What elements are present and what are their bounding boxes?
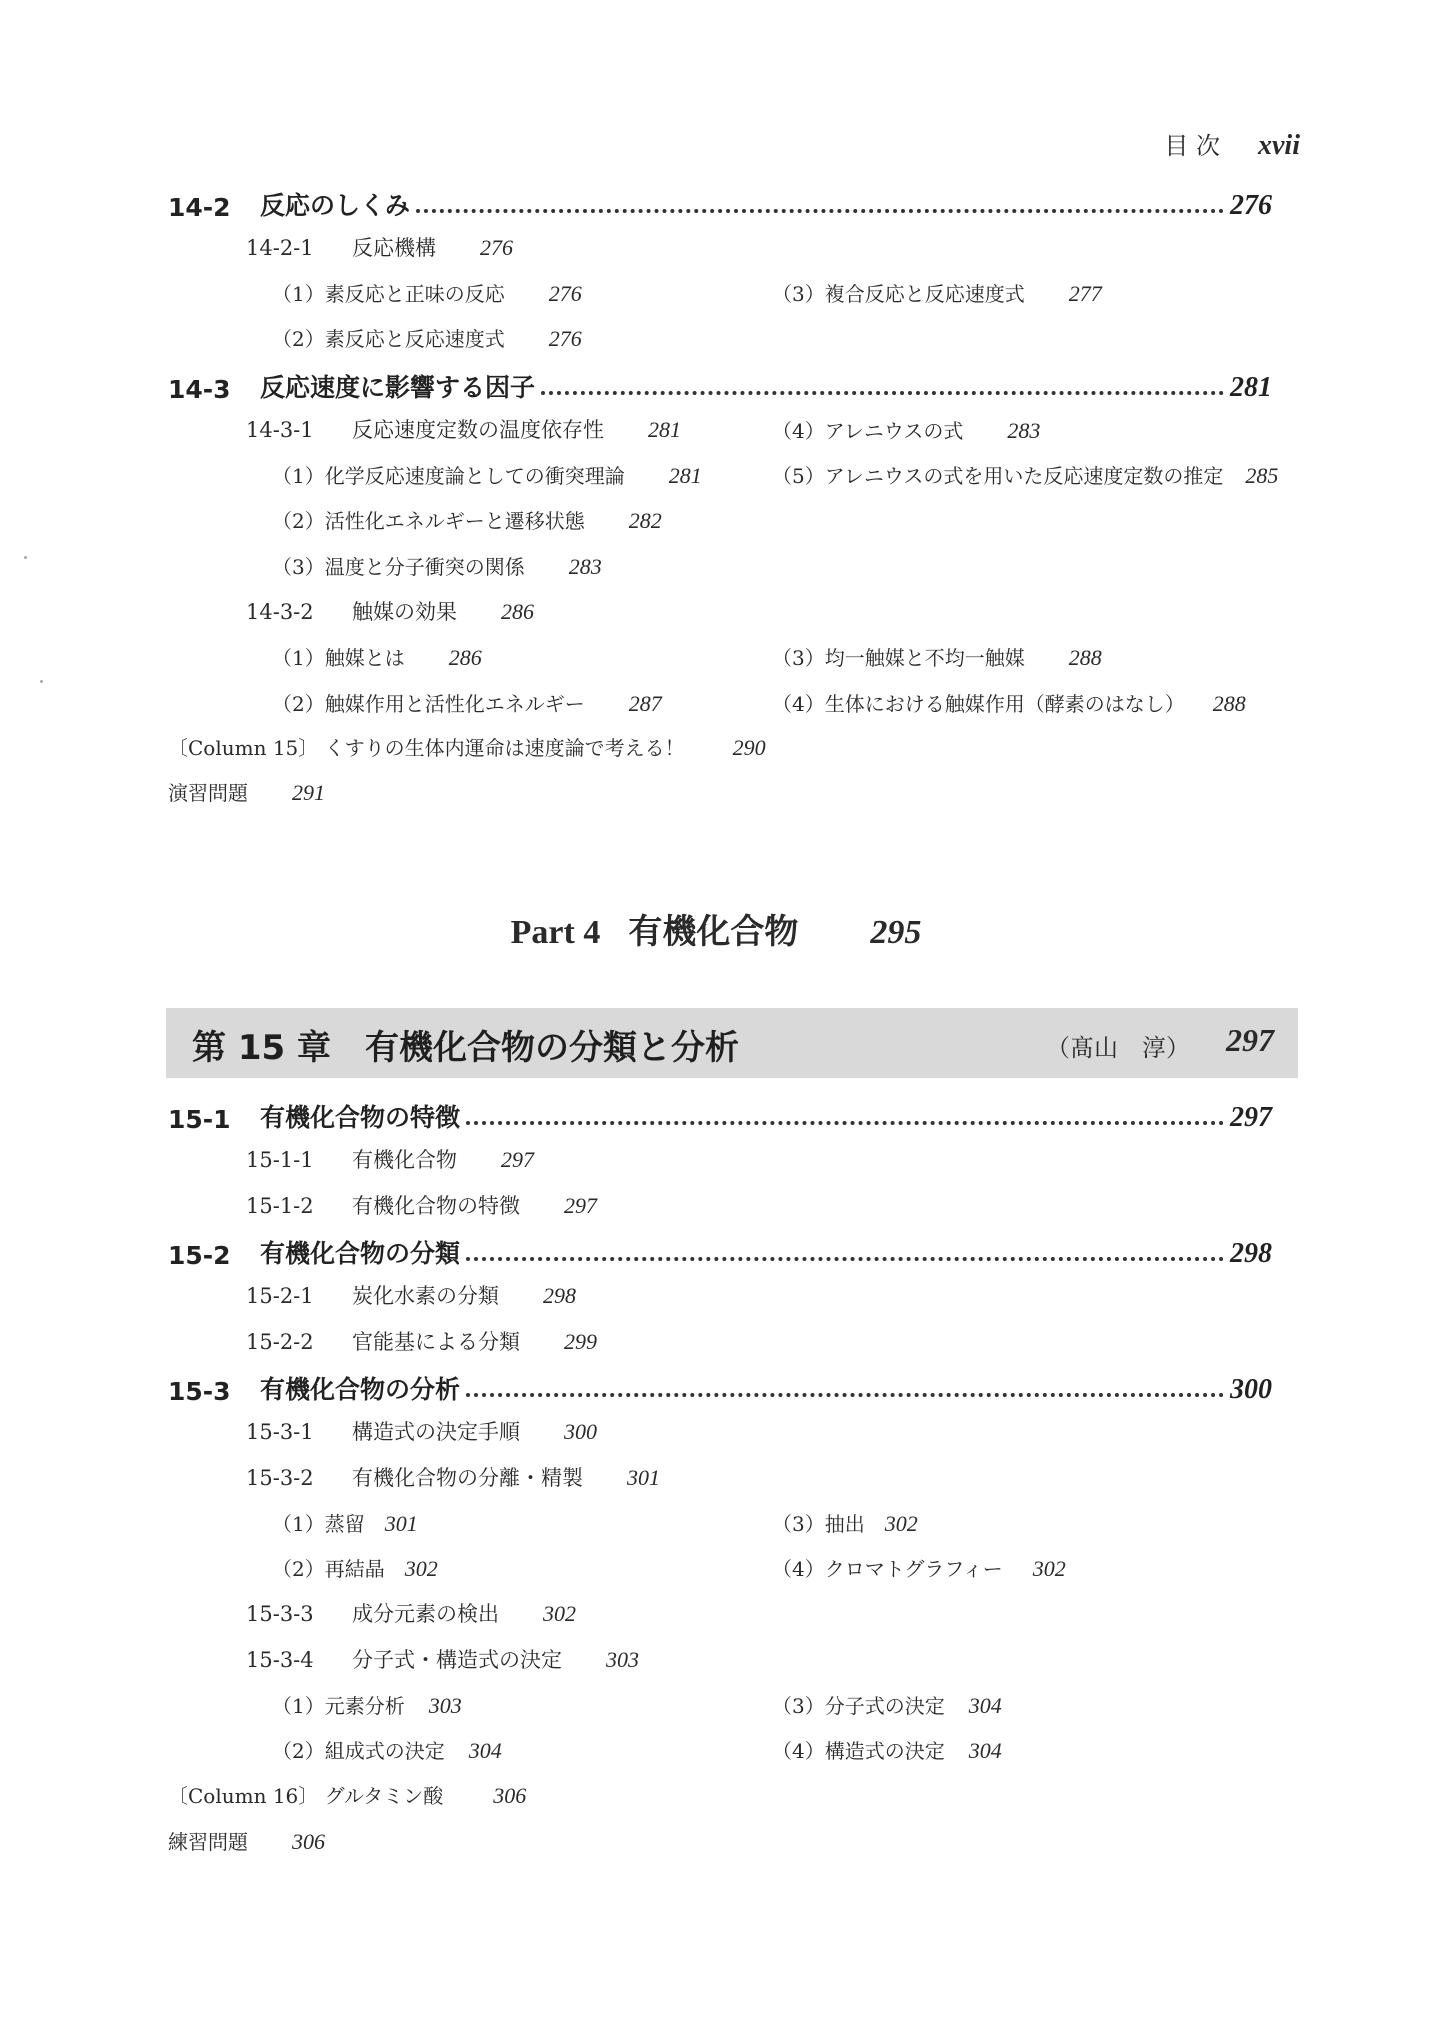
subsection-code: 14-3-2 <box>246 600 314 624</box>
toc-subsection-15-3-2[interactable] <box>246 1462 660 1492</box>
item-page: 283 <box>1007 418 1041 443</box>
item-page: 301 <box>384 1511 418 1536</box>
item-page: 302 <box>1032 1556 1066 1581</box>
item-page: 303 <box>428 1693 462 1718</box>
item-page: 277 <box>1068 281 1102 306</box>
item-page: 276 <box>548 281 582 306</box>
section-title: 反応のしくみ <box>260 191 411 220</box>
subsection-page: 302 <box>543 1601 576 1626</box>
subsection-title: 有機化合物の特徴 <box>352 1194 520 1218</box>
item-label: （2）素反応と反応速度式 <box>272 327 505 351</box>
leader-dots <box>466 1257 1224 1261</box>
subsection-page: 299 <box>564 1329 597 1354</box>
subsection-code: 15-1-2 <box>246 1194 314 1218</box>
toc-subsection-14-3-2[interactable] <box>246 596 534 626</box>
item-label: （3）温度と分子衝突の関係 <box>272 555 525 579</box>
subsection-code: 15-3-2 <box>246 1466 314 1490</box>
toc-section-15-3[interactable] <box>168 1366 1272 1406</box>
toc-section-15-1[interactable] <box>168 1094 1272 1134</box>
column-label: 〔Column 16〕 グルタミン酸 <box>168 1784 444 1808</box>
toc-item[interactable] <box>272 505 662 534</box>
leader-dots <box>466 1393 1224 1397</box>
leader-dots <box>416 209 1224 213</box>
subsection-title: 成分元素の検出 <box>352 1602 499 1626</box>
section-number: 15-1 <box>168 1105 231 1134</box>
section-page: 281 <box>1230 372 1272 403</box>
toc-subsection-15-2-2[interactable] <box>246 1326 597 1356</box>
item-page: 286 <box>448 645 482 670</box>
item-label: （2）組成式の決定 <box>272 1739 445 1763</box>
section-number: 14-2 <box>168 193 231 222</box>
subsection-page: 281 <box>648 417 681 442</box>
toc-subsection-15-1-1[interactable] <box>246 1144 534 1174</box>
toc-item[interactable] <box>772 415 1040 444</box>
toc-item[interactable] <box>272 1735 502 1764</box>
toc-item[interactable] <box>772 1735 1002 1764</box>
item-label: （4）アレニウスの式 <box>772 419 964 443</box>
toc-subsection-14-2-1[interactable] <box>246 232 513 262</box>
subsection-title: 炭化水素の分類 <box>352 1284 499 1308</box>
item-page: 304 <box>968 1693 1002 1718</box>
subsection-code: 15-3-4 <box>246 1648 314 1672</box>
subsection-page: 298 <box>543 1283 576 1308</box>
item-page: 304 <box>968 1738 1002 1763</box>
toc-section-15-2[interactable] <box>168 1230 1272 1270</box>
subsection-page: 303 <box>606 1647 639 1672</box>
item-label: （3）抽出 <box>772 1512 865 1536</box>
toc-item[interactable] <box>772 642 1102 671</box>
item-page: 287 <box>628 691 662 716</box>
part-title: 有機化合物 <box>628 912 799 952</box>
item-page: 288 <box>1068 645 1102 670</box>
subsection-code: 14-3-1 <box>246 418 314 442</box>
toc-item[interactable] <box>272 460 702 489</box>
section-page: 298 <box>1230 1238 1272 1269</box>
toc-subsection-15-1-2[interactable] <box>246 1190 597 1220</box>
item-page: 302 <box>404 1556 438 1581</box>
toc-section-14-2[interactable] <box>168 182 1272 222</box>
part-heading[interactable] <box>0 904 1432 953</box>
exercises-label: 演習問題 <box>168 781 248 805</box>
section-title: 有機化合物の分類 <box>260 1239 461 1268</box>
leader-dots <box>466 1121 1224 1125</box>
toc-item[interactable] <box>772 460 1278 489</box>
subsection-title: 反応速度定数の温度依存性 <box>352 418 604 442</box>
header-title: 目 次 <box>1164 132 1220 160</box>
subsection-title: 官能基による分類 <box>352 1330 520 1354</box>
subsection-code: 15-2-1 <box>246 1284 314 1308</box>
exercises-page: 306 <box>292 1829 325 1854</box>
section-page: 276 <box>1230 190 1272 221</box>
toc-item[interactable] <box>272 1508 418 1537</box>
column-page: 290 <box>732 735 766 760</box>
section-page: 297 <box>1230 1102 1272 1133</box>
item-label: （4）クロマトグラフィー <box>772 1557 1003 1581</box>
section-number: 15-2 <box>168 1241 231 1270</box>
scan-speck <box>40 680 43 683</box>
toc-column-15[interactable] <box>168 732 766 761</box>
item-label: （2）再結晶 <box>272 1557 385 1581</box>
item-page: 304 <box>468 1738 502 1763</box>
chapter-heading <box>192 1020 739 1069</box>
subsection-title: 反応機構 <box>352 236 436 260</box>
exercises-label: 練習問題 <box>168 1830 248 1854</box>
toc-item[interactable] <box>272 551 602 580</box>
section-title: 有機化合物の特徴 <box>260 1103 461 1132</box>
subsection-page: 300 <box>564 1419 597 1444</box>
subsection-code: 14-2-1 <box>246 236 314 260</box>
toc-item[interactable] <box>272 1553 438 1582</box>
section-title: 反応速度に影響する因子 <box>260 373 536 402</box>
item-page: 276 <box>548 326 582 351</box>
toc-subsection-15-3-3[interactable] <box>246 1598 576 1628</box>
item-page: 302 <box>884 1511 918 1536</box>
subsection-code: 15-3-3 <box>246 1602 314 1626</box>
toc-item[interactable] <box>772 1690 1002 1719</box>
item-label: （1）蒸留 <box>272 1512 365 1536</box>
exercises-page: 291 <box>292 780 325 805</box>
toc-item[interactable] <box>772 278 1102 307</box>
subsection-title: 分子式・構造式の決定 <box>352 1648 562 1672</box>
subsection-title: 構造式の決定手順 <box>352 1420 520 1444</box>
item-label: （2）活性化エネルギーと遷移状態 <box>272 509 585 533</box>
header-page-number: xvii <box>1258 130 1300 161</box>
item-label: （4）生体における触媒作用（酵素のはなし） <box>772 692 1185 716</box>
toc-subsection-15-3-4[interactable] <box>246 1644 639 1674</box>
subsection-page: 297 <box>501 1147 534 1172</box>
column-page: 306 <box>493 1783 527 1808</box>
subsection-code: 15-1-1 <box>246 1148 314 1172</box>
item-label: （1）触媒とは <box>272 646 405 670</box>
subsection-title: 触媒の効果 <box>352 600 457 624</box>
item-label: （1）化学反応速度論としての衝突理論 <box>272 464 625 488</box>
item-label: （3）複合反応と反応速度式 <box>772 282 1025 306</box>
toc-item[interactable] <box>272 642 482 671</box>
subsection-code: 15-2-2 <box>246 1330 314 1354</box>
section-number: 15-3 <box>168 1377 231 1406</box>
item-page: 283 <box>568 554 602 579</box>
leader-dots <box>541 391 1224 395</box>
toc-item[interactable] <box>772 688 1246 717</box>
item-label: （3）均一触媒と不均一触媒 <box>772 646 1025 670</box>
column-label: 〔Column 15〕 くすりの生体内運命は速度論で考える！ <box>168 736 685 760</box>
item-page: 281 <box>668 463 702 488</box>
item-page: 288 <box>1212 691 1246 716</box>
item-page: 285 <box>1245 463 1279 488</box>
chapter-page: 297 <box>1226 1022 1274 1058</box>
item-label: （2）触媒作用と活性化エネルギー <box>272 692 585 716</box>
toc-subsection-15-2-1[interactable] <box>246 1280 576 1310</box>
chapter-title: 有機化合物の分類と分析 <box>365 1028 739 1068</box>
subsection-page: 297 <box>564 1193 597 1218</box>
section-page: 300 <box>1230 1374 1272 1405</box>
subsection-title: 有機化合物の分離・精製 <box>352 1466 583 1490</box>
subsection-page: 301 <box>627 1465 660 1490</box>
part-number: Part 4 <box>510 914 601 951</box>
item-label: （4）構造式の決定 <box>772 1739 945 1763</box>
toc-column-16[interactable] <box>168 1780 526 1809</box>
item-label: （1）素反応と正味の反応 <box>272 282 505 306</box>
toc-item[interactable] <box>272 323 582 352</box>
toc-exercises-15[interactable] <box>168 1826 325 1855</box>
running-header <box>1164 126 1300 162</box>
toc-exercises-14[interactable] <box>168 777 325 806</box>
subsection-title: 有機化合物 <box>352 1148 457 1172</box>
subsection-page: 276 <box>480 235 513 260</box>
section-number: 14-3 <box>168 375 231 404</box>
toc-item[interactable] <box>272 1690 462 1719</box>
part-page: 295 <box>870 914 922 951</box>
section-title: 有機化合物の分析 <box>260 1375 461 1404</box>
item-page: 282 <box>628 508 662 533</box>
item-label: （5）アレニウスの式を用いた反応速度定数の推定 <box>772 464 1224 488</box>
chapter-author: （髙山 淳） <box>1046 1034 1190 1062</box>
toc-item[interactable] <box>772 1553 1066 1582</box>
item-label: （1）元素分析 <box>272 1694 405 1718</box>
scan-speck <box>24 556 27 559</box>
toc-subsection-14-3-1[interactable] <box>246 414 681 444</box>
subsection-code: 15-3-1 <box>246 1420 314 1444</box>
toc-subsection-15-3-1[interactable] <box>246 1416 597 1446</box>
item-label: （3）分子式の決定 <box>772 1694 945 1718</box>
toc-item[interactable] <box>772 1508 918 1537</box>
toc-item[interactable] <box>272 278 582 307</box>
toc-item[interactable] <box>272 688 662 717</box>
toc-section-14-3[interactable] <box>168 364 1272 404</box>
chapter-number: 第 15 章 <box>192 1028 331 1068</box>
chapter-banner[interactable] <box>166 1008 1298 1078</box>
subsection-page: 286 <box>501 599 534 624</box>
